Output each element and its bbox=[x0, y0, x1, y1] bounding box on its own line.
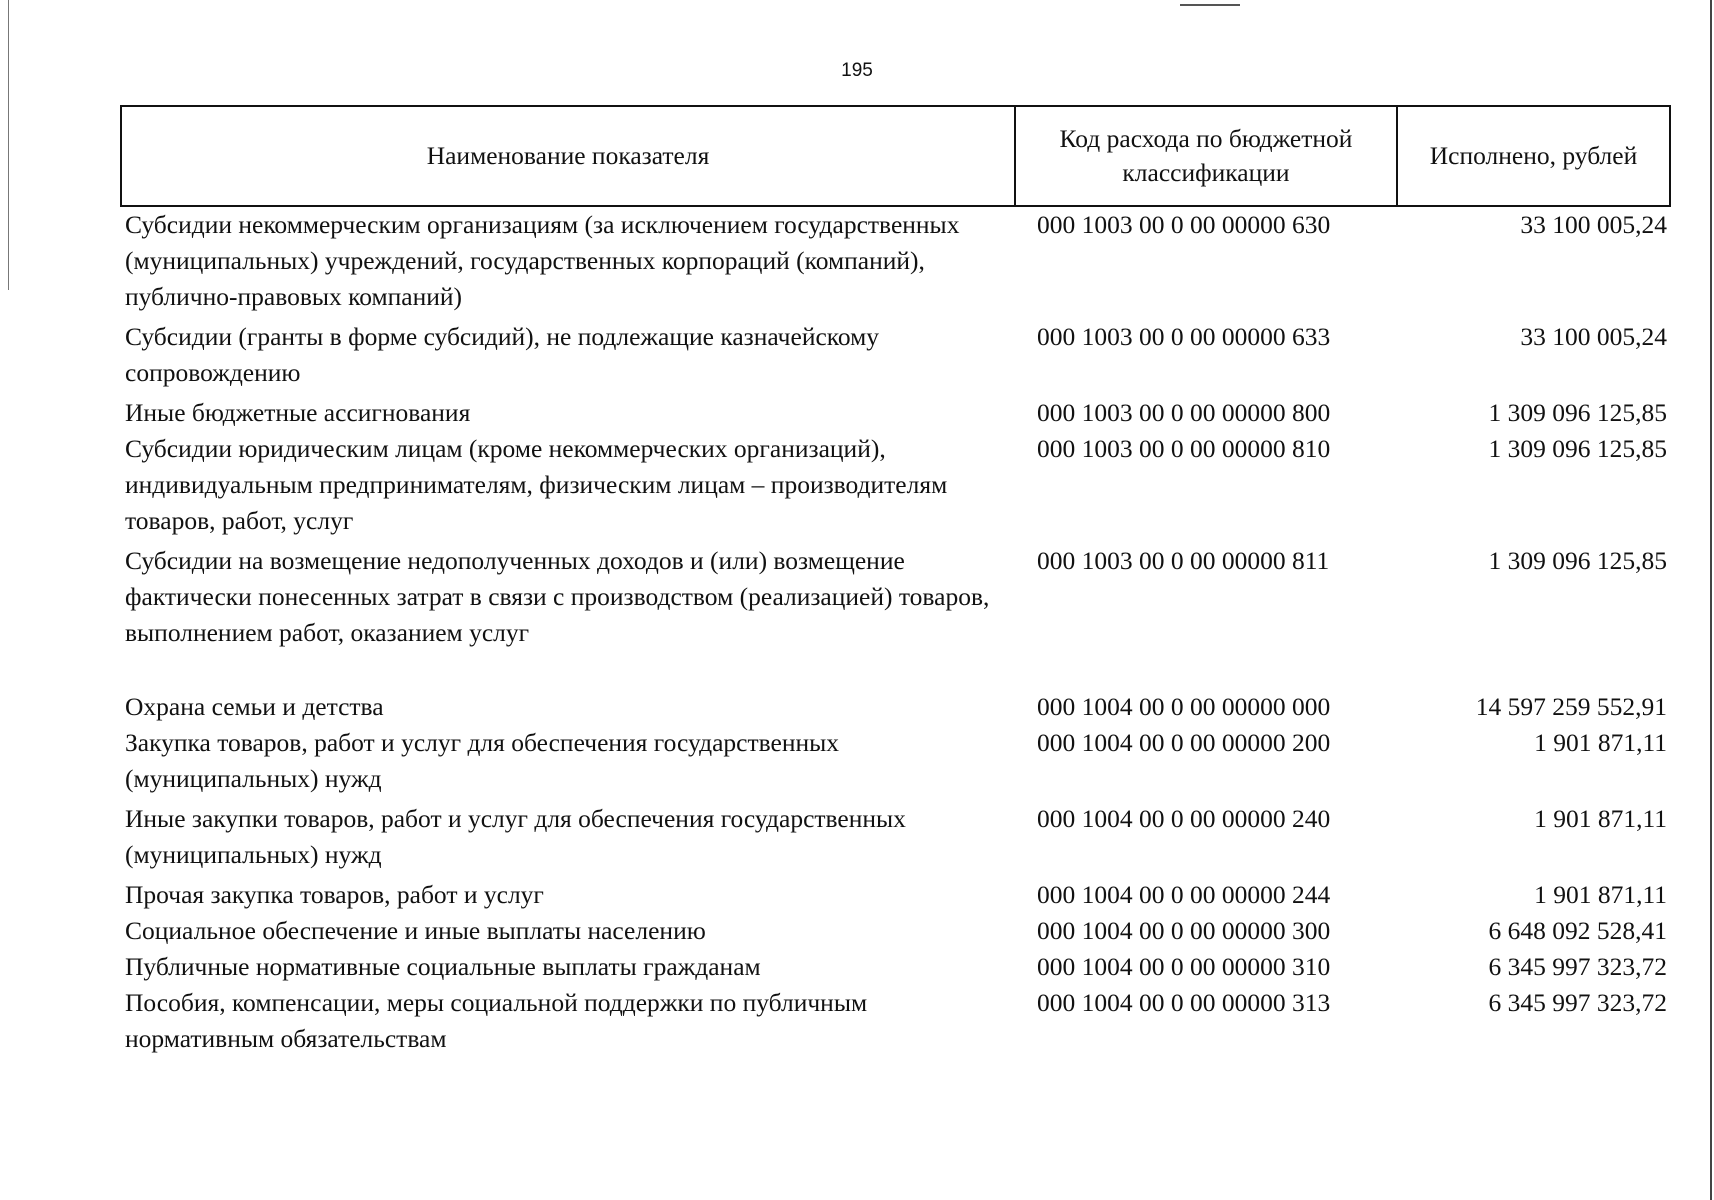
header-row bbox=[121, 106, 1670, 206]
executed-amount: 1 901 871,11 bbox=[1534, 880, 1667, 909]
indicator-name: Субсидии на возмещение недополученных доходов и (или) возмещение фактически понесенных затрат в связи с производством (реализацией) товаров, выполнением работ, оказанием услуг bbox=[125, 546, 990, 647]
budget-code: 000 1003 00 0 00 00000 630 bbox=[1037, 210, 1331, 239]
budget-code: 000 1003 00 0 00 00000 633 bbox=[1037, 322, 1331, 351]
table-row bbox=[121, 431, 1670, 543]
budget-code: 000 1004 00 0 00 00000 200 bbox=[1037, 728, 1331, 757]
executed-amount: 6 345 997 323,72 bbox=[1488, 988, 1667, 1017]
budget-code: 000 1004 00 0 00 00000 313 bbox=[1037, 988, 1331, 1017]
executed-amount: 1 309 096 125,85 bbox=[1488, 398, 1667, 427]
executed-amount: 1 309 096 125,85 bbox=[1488, 546, 1667, 575]
budget-code: 000 1004 00 0 00 00000 000 bbox=[1037, 692, 1331, 721]
indicator-name: Пособия, компенсации, меры социальной поддержки по публичным нормативным обязательствам bbox=[125, 988, 868, 1053]
table-row bbox=[121, 877, 1670, 913]
indicator-name: Субсидии юридическим лицам (кроме некоммерческих организаций), индивидуальным предпринимателям, физическим лицам – производителям товаров, работ, услуг bbox=[125, 434, 948, 535]
executed-amount: 1 309 096 125,85 bbox=[1488, 434, 1667, 463]
indicator-name: Охрана семьи и детства bbox=[125, 692, 384, 721]
executed-amount: 14 597 259 552,91 bbox=[1475, 692, 1667, 721]
indicator-name: Субсидии (гранты в форме субсидий), не подлежащие казначейскому сопровождению bbox=[125, 322, 880, 387]
header-indicator-name: Наименование показателя bbox=[121, 106, 1015, 206]
table-row bbox=[121, 949, 1670, 985]
indicator-name: Иные закупки товаров, работ и услуг для обеспечения государственных (муниципальных) нужд bbox=[125, 804, 906, 869]
table-row bbox=[121, 801, 1670, 877]
indicator-name: Иные бюджетные ассигнования bbox=[125, 398, 471, 427]
scan-artifact-right bbox=[1710, 0, 1712, 1200]
executed-amount: 6 648 092 528,41 bbox=[1488, 916, 1667, 945]
indicator-name: Прочая закупка товаров, работ и услуг bbox=[125, 880, 544, 909]
table-row bbox=[121, 319, 1670, 395]
budget-code: 000 1004 00 0 00 00000 300 bbox=[1037, 916, 1331, 945]
indicator-name: Публичные нормативные социальные выплаты гражданам bbox=[125, 952, 761, 981]
budget-code: 000 1004 00 0 00 00000 310 bbox=[1037, 952, 1331, 981]
executed-amount: 33 100 005,24 bbox=[1520, 210, 1667, 239]
table-body bbox=[121, 206, 1670, 1057]
table-row bbox=[121, 985, 1670, 1057]
indicator-name: Социальное обеспечение и иные выплаты населению bbox=[125, 916, 706, 945]
budget-code: 000 1004 00 0 00 00000 244 bbox=[1037, 880, 1331, 909]
indicator-name: Субсидии некоммерческим организациям (за исключением государственных (муниципальных) учреждений, государственных корпораций (компаний), публично-правовых компаний) bbox=[125, 210, 960, 311]
budget-code: 000 1003 00 0 00 00000 800 bbox=[1037, 398, 1331, 427]
executed-amount: 33 100 005,24 bbox=[1520, 322, 1667, 351]
indicator-name: Закупка товаров, работ и услуг для обеспечения государственных (муниципальных) нужд bbox=[125, 728, 840, 793]
table-row bbox=[121, 725, 1670, 801]
header-budget-code: Код расхода по бюджетной классификации bbox=[1015, 106, 1397, 206]
budget-code: 000 1004 00 0 00 00000 240 bbox=[1037, 804, 1331, 833]
executed-amount: 1 901 871,11 bbox=[1534, 804, 1667, 833]
table-row bbox=[121, 206, 1670, 319]
executed-amount: 1 901 871,11 bbox=[1534, 728, 1667, 757]
table-row bbox=[121, 913, 1670, 949]
scan-artifact-top bbox=[1180, 4, 1240, 6]
header-executed-amount: Исполнено, рублей bbox=[1397, 106, 1670, 206]
scan-artifact-left bbox=[8, 0, 9, 290]
table-header bbox=[121, 106, 1670, 206]
budget-code: 000 1003 00 0 00 00000 810 bbox=[1037, 434, 1331, 463]
budget-code: 000 1003 00 0 00 00000 811 bbox=[1037, 546, 1330, 575]
page-number: 195 bbox=[841, 60, 873, 81]
table-row bbox=[121, 395, 1670, 431]
budget-execution-table bbox=[120, 105, 1671, 1057]
executed-amount: 6 345 997 323,72 bbox=[1488, 952, 1667, 981]
table-row bbox=[121, 543, 1670, 689]
table-row bbox=[121, 689, 1670, 725]
